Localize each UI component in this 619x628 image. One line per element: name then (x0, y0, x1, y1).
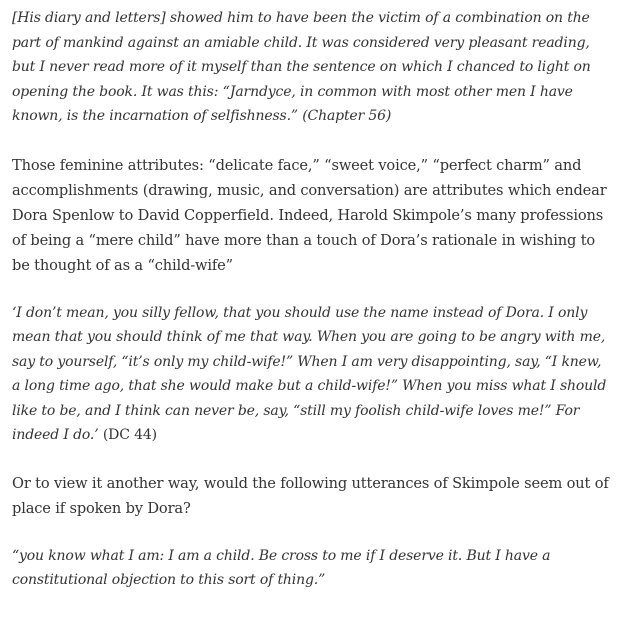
skimpole-comparison-paragraph: Or to view it another way, would the following utterances of Skimpole seem out of place if spoken by Dora? (12, 474, 609, 517)
feminine-attributes-paragraph: Those feminine attributes: “delicate face,” “sweet voice,” “perfect charm” and accomplishments (drawing, music, and conversation) are attributes which endear Dora Spenlow to David Copperfield. Indeed, Harold Skimpole’s many professions of being a “mere child” have more than a touch of Dora’s rationale in wishing to be thought of as a “child-wife” (12, 156, 607, 274)
child-wife-quote-text: ‘I don’t mean, you silly fellow, that you should use the name instead of Dora. I only mean that you should think of me that way. When you are going to be angry with me, say to yourself, “it’s only my child-wife!” When I am very disappointing, say, “I knew, a long time ago, that she would make but a child-wife!” When you miss what I should like to be, and I think can never be, say, “still my foolish child-wife loves me!” For indeed I do.’ (12, 304, 607, 443)
child-wife-quote-citation: (DC 44) (102, 427, 157, 443)
diary-quote: [His diary and letters] showed him to have been the victim of a combination on the part of mankind against an amiable child. It was considered very pleasant reading, but I never read more of it myself than the sentence on which I chanced to light on opening the book. It was this: “Jarndyce, in common with most other men I have known, is the incarnation of selfishness.” (Chapter 56) (12, 10, 591, 124)
child-wife-quote (12, 301, 612, 448)
skimpole-quote: “you know what I am: I am a child. Be cross to me if I deserve it. But I have a constitutional objection to this sort of thing.” (12, 547, 551, 588)
article-body (12, 6, 612, 593)
